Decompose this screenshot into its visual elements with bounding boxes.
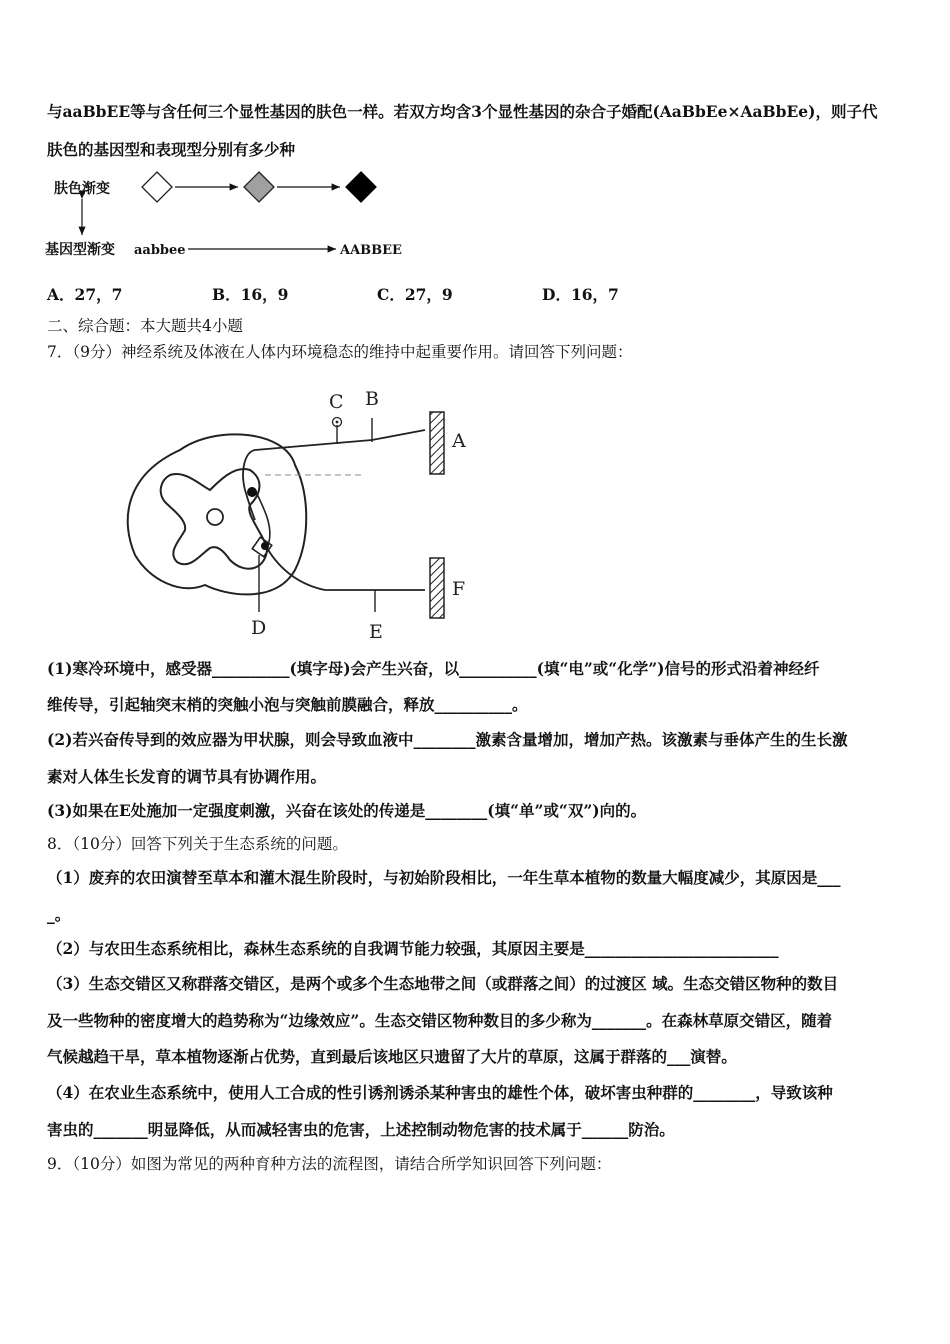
q8-part3-line1: （3）生态交错区又称群落交错区，是两个或多个生态地带之间（或群落之间）的过渡区 域。生态交错区物种的数目 [47,974,839,993]
q8-part4-line2: 害虫的_______明显降低，从而减轻害虫的危害，上述控制动物危害的技术属于______防治。 [47,1120,675,1139]
genotype-end: AABBEE [340,243,402,258]
q8-part2: （2）与农田生态系统相比，森林生态系统的自我调节能力较强，其原因主要是_________________________ [47,939,779,958]
q8-part3-line2: 及一些物种的密度增大的趋势称为“边缘效应”。生态交错区物种数目的多少称为_______。在森林草原交错区，随着 [47,1011,833,1030]
choice-b-letter: B． [212,285,241,304]
q9-stem: 9．（10分）如图为常见的两种育种方法的流程图，请结合所学知识回答下列问题： [47,1155,612,1173]
choice-d-letter: D． [542,285,571,304]
choice-c-letter: C． [377,285,405,304]
choice-b [212,283,288,305]
reflex-arc-figure [125,380,480,645]
choice-a-letter: A． [47,285,75,304]
skin-gradient-label: 肤色渐变 [54,181,110,197]
q8-part1-line2: _。 [47,905,71,924]
section-heading: 二、综合题：本大题共4小题 [47,317,243,335]
dark-diamond-icon [346,172,376,202]
light-diamond-icon [142,172,172,202]
q6-text-line2: 肤色的基因型和表现型分别有多少种 [47,140,296,159]
label-e: E [369,621,383,643]
q8-stem: 8．（10分）回答下列关于生态系统的问题。 [47,835,348,853]
effector-f [430,558,444,618]
q7-stem: 7．（9分）神经系统及体液在人体内环境稳态的维持中起重要作用。请回答下列问题： [47,343,633,361]
label-f: F [452,578,466,600]
q7-part3: (3)如果在E处施加一定强度刺激，兴奋在该处的传递是________(填“单”或“双”)向的。 [47,801,647,820]
efferent-nerve [267,548,425,590]
label-d: D [251,617,267,639]
central-canal [207,509,223,525]
grey-matter [161,469,267,569]
label-c: C [329,391,344,413]
skin-gradient-diagram [40,165,440,270]
choice-d [542,283,619,305]
q8-part4-line1: （4）在农业生态系统中，使用人工合成的性引诱剂诱杀某种害虫的雄性个体，破坏害虫种群的________，导致该种 [47,1083,833,1102]
choice-b-text: 16，9 [240,285,289,304]
choice-c-text: 27，9 [404,285,453,304]
synapse-dot-2 [261,542,269,550]
genotype-gradient-label: 基因型渐变 [45,242,115,258]
electrode-c-center [336,421,339,424]
q6-text-line1: 与aaBbEE等与含任何三个显性基因的肤色一样。若双方均含3个显性基因的杂合子婚配(AaBbEe×AaBbEe)，则子代 [47,102,878,121]
spinal-cord-outline [128,434,307,594]
choice-a-text: 27，7 [74,285,123,304]
q8-part1-line1: （1）废弃的农田演替至草本和灌木混生阶段时，与初始阶段相比，一年生草本植物的数量大幅度减少，其原因是___ [47,868,841,887]
genotype-start: aabbee [134,243,186,258]
q8-part3-line3: 气候越趋干旱，草本植物逐渐占优势，直到最后该地区只遗留了大片的草原，这属于群落的___演替。 [47,1047,737,1066]
q7-part1-line2: 维传导，引起轴突末梢的突触小泡与突触前膜融合，释放__________。 [47,695,528,714]
choice-c [377,283,453,305]
choice-a [47,283,122,305]
receptor-a [430,412,444,474]
q7-part2-line2: 素对人体生长发育的调节具有协调作用。 [47,767,327,786]
q7-part1-line1: (1)寒冷环境中，感受器__________(填字母)会产生兴奋，以__________(填“电”或“化学”)信号的形式沿着神经纤 [47,659,820,678]
mid-diamond-icon [244,172,274,202]
synapse-dot [247,487,257,497]
q7-part2-line1: (2)若兴奋传导到的效应器为甲状腺，则会导致血液中________激素含量增加，增加产热。该激素与垂体产生的生长激 [47,730,848,749]
choice-d-text: 16，7 [570,285,619,304]
label-a: A [452,430,466,452]
label-b: B [365,388,379,410]
